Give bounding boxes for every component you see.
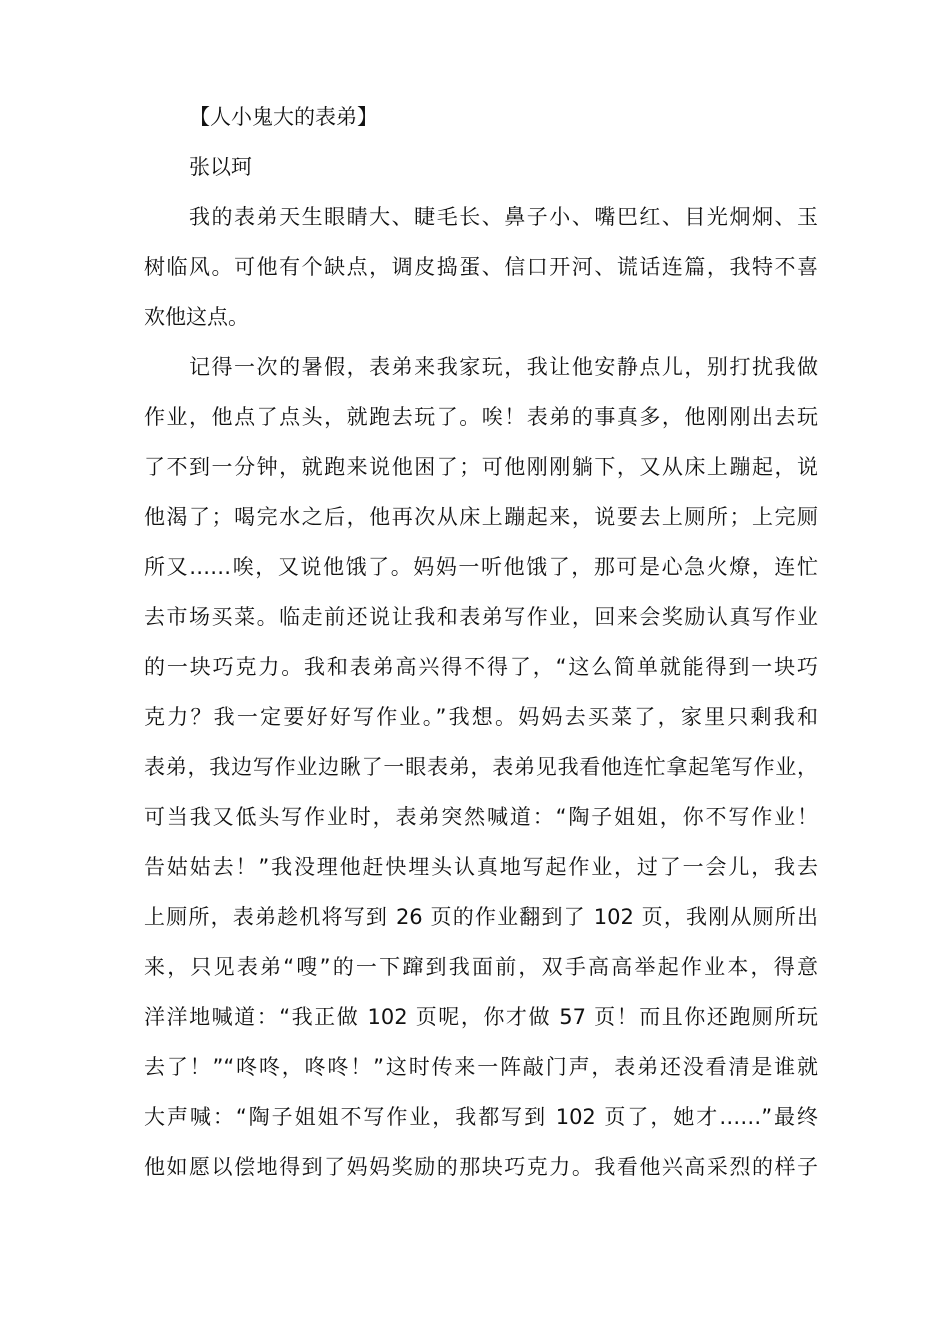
paragraph-line: 可当我又低头写作业时，表弟突然喊道：“陶子姐姐，你不写作业！ [144, 805, 818, 829]
paragraph-2 [144, 342, 818, 1192]
paragraph-line: 树临风。可他有个缺点，调皮捣蛋、信口开河、谎话连篇，我特不喜 [144, 255, 818, 279]
paragraph-line: 所又……唉，又说他饿了。妈妈一听他饿了，那可是心急火燎，连忙 [144, 555, 818, 579]
document-author: 张以珂 [189, 155, 252, 179]
paragraph-line: 他渴了；喝完水之后，他再次从床上蹦起来，说要去上厕所；上完厕 [144, 505, 818, 529]
paragraph-line: 上厕所，表弟趁机将写到 26 页的作业翻到了 102 页，我刚从厕所出 [144, 905, 818, 929]
paragraph-line: 作业，他点了点头，就跑去玩了。唉！表弟的事真多，他刚刚出去玩 [144, 405, 818, 429]
paragraph-line: 大声喊：“陶子姐姐不写作业，我都写到 102 页了，她才……”最终 [144, 1105, 818, 1129]
paragraph-line: 表弟，我边写作业边瞅了一眼表弟，表弟见我看他连忙拿起笔写作业， [144, 755, 818, 779]
paragraph-line: 告姑姑去！”我没理他赶快埋头认真地写起作业，过了一会儿，我去 [144, 855, 818, 879]
paragraph-line: 洋洋地喊道：“我正做 102 页呢，你才做 57 页！而且你还跑厕所玩 [144, 1005, 818, 1029]
document-title: 【人小鬼大的表弟】 [189, 105, 378, 129]
paragraph-line: 记得一次的暑假，表弟来我家玩，我让他安静点儿，别打扰我做 [189, 355, 818, 379]
paragraph-line: 去了！”“咚咚，咚咚！”这时传来一阵敲门声，表弟还没看清是谁就 [144, 1055, 818, 1079]
paragraph-line: 欢他这点。 [144, 305, 249, 329]
paragraph-line: 我的表弟天生眼睛大、睫毛长、鼻子小、嘴巴红、目光炯炯、玉 [189, 205, 818, 229]
paragraph-1 [144, 192, 818, 342]
paragraph-line: 的一块巧克力。我和表弟高兴得不得了，“这么简单就能得到一块巧 [144, 655, 818, 679]
paragraph-line: 来，只见表弟“嗖”的一下蹿到我面前，双手高高举起作业本，得意 [144, 955, 818, 979]
paragraph-line: 了不到一分钟，就跑来说他困了；可他刚刚躺下，又从床上蹦起，说 [144, 455, 818, 479]
paragraph-line: 克力？我一定要好好写作业。”我想。妈妈去买菜了，家里只剩我和 [144, 705, 818, 729]
paragraph-line: 他如愿以偿地得到了妈妈奖励的那块巧克力。我看他兴高采烈的样子 [144, 1155, 818, 1179]
document-body [144, 92, 818, 1192]
paragraph-line: 去市场买菜。临走前还说让我和表弟写作业，回来会奖励认真写作业 [144, 605, 818, 629]
